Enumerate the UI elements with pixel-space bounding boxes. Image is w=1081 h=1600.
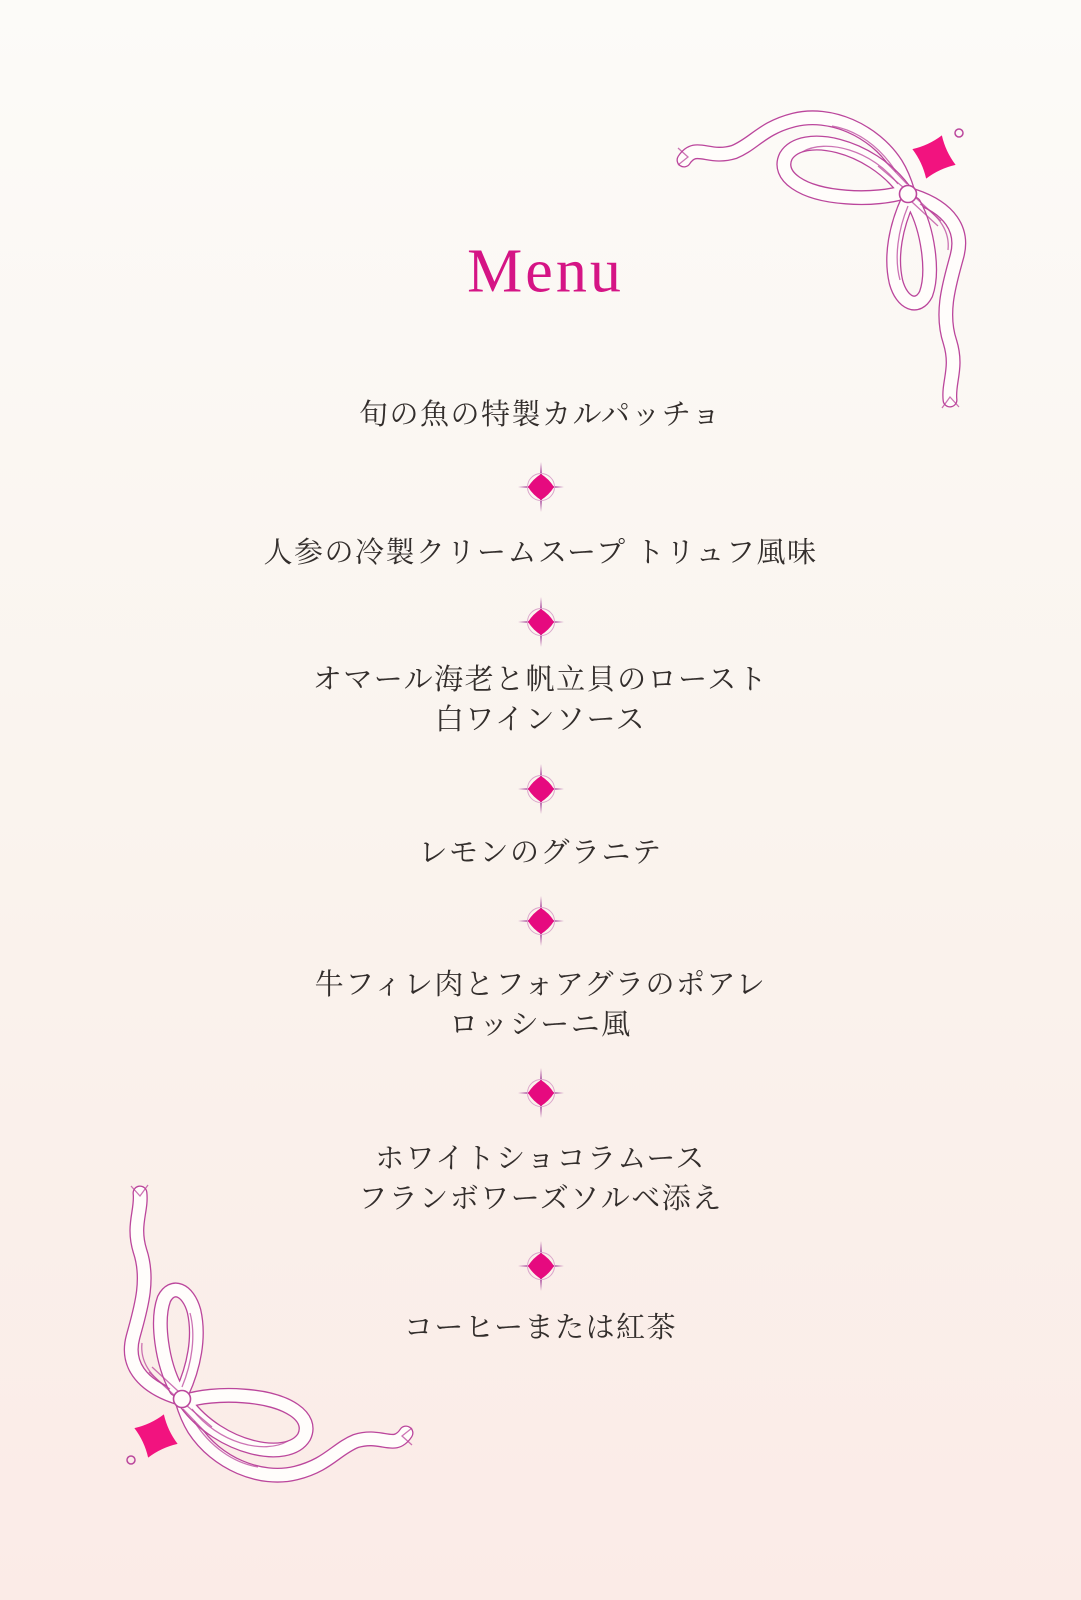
menu-item-line: レモンのグラニテ bbox=[418, 837, 663, 869]
menu-item-line: 白ワインソース bbox=[434, 704, 647, 736]
menu-item-line: ロッシーニ風 bbox=[449, 1009, 632, 1041]
menu-item-line: 旬の魚の特製カルパッチョ bbox=[358, 399, 723, 431]
menu-item bbox=[0, 533, 1081, 573]
menu-item bbox=[0, 833, 1081, 873]
sparkle-diamond-icon bbox=[517, 461, 565, 513]
menu-item bbox=[0, 1139, 1081, 1219]
menu-item bbox=[0, 1308, 1081, 1348]
sparkle-diamond-icon bbox=[517, 1067, 565, 1119]
menu-item-line: 牛フィレ肉とフォアグラのポアレ bbox=[314, 969, 767, 1001]
menu-item bbox=[0, 660, 1081, 740]
sparkle-diamond-icon bbox=[517, 1240, 565, 1292]
menu-item-line: フランボワーズソルベ添え bbox=[358, 1183, 723, 1215]
sparkle-diamond-icon bbox=[517, 763, 565, 815]
page-title: Menu bbox=[467, 237, 624, 306]
menu-item bbox=[0, 395, 1081, 435]
sparkle-diamond-icon bbox=[517, 596, 565, 648]
menu-item bbox=[0, 965, 1081, 1045]
menu-item-line: ホワイトショコラムース bbox=[375, 1143, 706, 1175]
menu-item-line: オマール海老と帆立貝のロースト bbox=[312, 664, 769, 696]
menu-item-line: コーヒーまたは紅茶 bbox=[403, 1312, 678, 1344]
sparkle-diamond-icon bbox=[517, 895, 565, 947]
menu-item-line: 人参の冷製クリームスープ トリュフ風味 bbox=[263, 537, 818, 569]
